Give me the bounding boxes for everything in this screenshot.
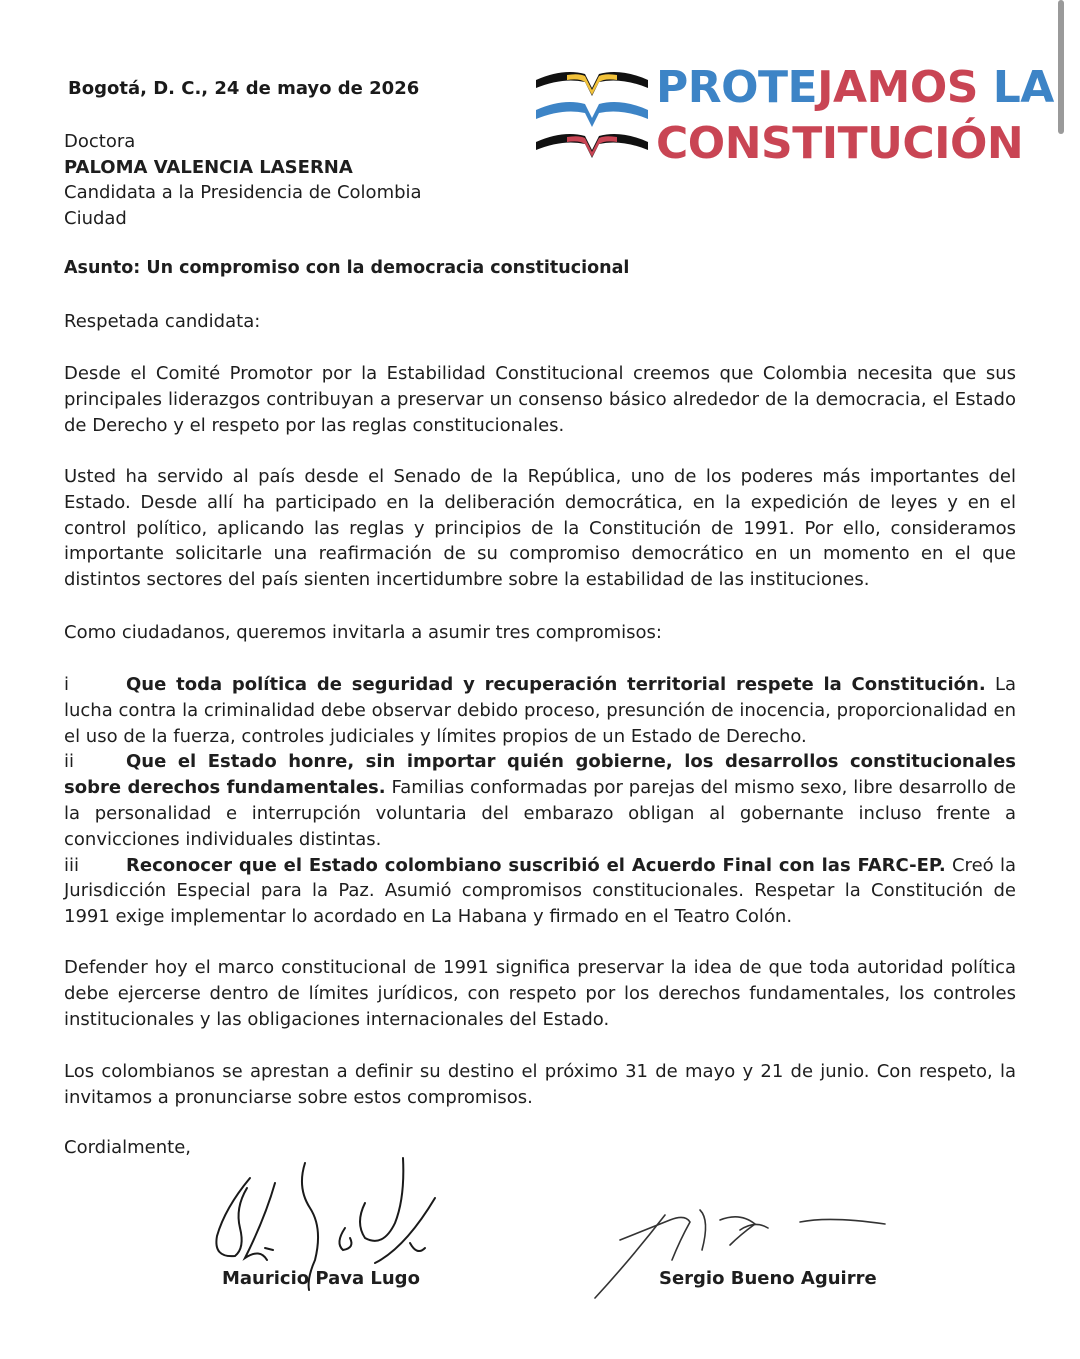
- logo-text-la: LA: [977, 62, 1054, 113]
- paragraph-defense: Defender hoy el marco constitucional de 1991 significa preservar la idea de que toda autoridad política debe ejercerse dentro de límites jurídicos, con respeto por los derechos fundamentales, los controles institucionales y las obligaciones internacionales del Estado.: [64, 957, 1016, 1030]
- commitment-heading: Que toda política de seguridad y recuperación territorial respete la Constitución.: [126, 674, 986, 695]
- paragraph-intro: Desde el Comité Promotor por la Estabilidad Constitucional creemos que Colombia necesita que sus principales liderazgos contribuyan a preservar un consenso básico alrededor de la democracia, el Estado de Derecho y el respeto por las reglas constitucionales.: [64, 363, 1016, 436]
- commitment-text: La lucha contra la criminalidad debe observar debido proceso, presunción de inocencia, proporcionalidad en el uso de la fuerza, controles judiciales y límites propios de un Estado de Derecho.: [64, 674, 1016, 747]
- signer-name: Sergio Bueno Aguirre: [659, 1268, 877, 1289]
- commitment-item: [64, 749, 1016, 852]
- paragraph-invitation: Como ciudadanos, queremos invitarla a asumir tres compromisos:: [64, 622, 662, 643]
- book-stripes-icon: [533, 66, 651, 170]
- recipient-name: PALOMA VALENCIA LASERNA: [64, 156, 353, 178]
- commitment-heading: Que el Estado honre, sin importar quién gobierne, los desarrollos constitucionales sobre derechos fundamentales.: [64, 751, 1016, 799]
- commitment-numeral: i: [64, 674, 70, 695]
- commitment-text: Creó la Jurisdicción Especial para la Paz. Asumió compromisos constitucionales. Respetar la Constitución de 1991 exige implementar lo acordado en La Habana y firmado en el Teatro Colón.: [64, 854, 1016, 928]
- commitment-item: [64, 853, 1016, 930]
- commitment-heading: Reconocer que el Estado colombiano suscribió el Acuerdo Final con las FARC-EP.: [126, 854, 946, 876]
- commitment-text: Familias conformadas por parejas del mismo sexo, libre desarrollo de la personalidad e interrupción voluntaria del embarazo obligan al gobernante incluso frente a convicciones individuales distintas.: [64, 777, 1016, 850]
- logo-text-prote: PROTE: [656, 62, 818, 113]
- salutation: Respetada candidata:: [64, 311, 261, 332]
- signer-name: Mauricio Pava Lugo: [222, 1268, 420, 1289]
- commitment-numeral: ii: [64, 751, 75, 773]
- letter-date: Bogotá, D. C., 24 de mayo de 2026: [68, 78, 420, 99]
- logo-text-line-1: [656, 62, 1054, 114]
- recipient-city: Ciudad: [64, 207, 127, 229]
- letter-subject: Asunto: Un compromiso con la democracia constitucional: [64, 258, 630, 278]
- protejamos-la-constitucion-logo: [533, 62, 1054, 177]
- commitment-numeral: iii: [64, 854, 80, 876]
- recipient-block: [64, 129, 422, 231]
- closing: Cordialmente,: [64, 1137, 191, 1158]
- commitments-list: [64, 672, 1016, 930]
- scrollbar[interactable]: [1058, 0, 1064, 134]
- logo-text-line-2: CONSTITUCIÓN: [656, 118, 1024, 169]
- paragraph-senate: Usted ha servido al país desde el Senado de la República, uno de los poderes más importantes del Estado. Desde allí ha participado en la deliberación democrática, en la expedición de leyes y en el control político, aplicando las reglas y principios de la Constitución de 1991. Por ello, consideramos importante solicitarle una reafirmación de su compromiso democrático en un momento en el que distintos sectores del país sienten incertidumbre sobre la estabilidad de las instituciones.: [64, 466, 1016, 591]
- logo-text-jamos: JAMOS: [817, 62, 978, 113]
- commitment-item: [64, 672, 1016, 749]
- recipient-title: Doctora: [64, 131, 136, 152]
- recipient-role: Candidata a la Presidencia de Colombia: [64, 182, 422, 204]
- paragraph-elections: Los colombianos se aprestan a definir su destino el próximo 31 de mayo y 21 de junio. Con respeto, la invitamos a pronunciarse sobre estos compromisos.: [64, 1061, 1016, 1108]
